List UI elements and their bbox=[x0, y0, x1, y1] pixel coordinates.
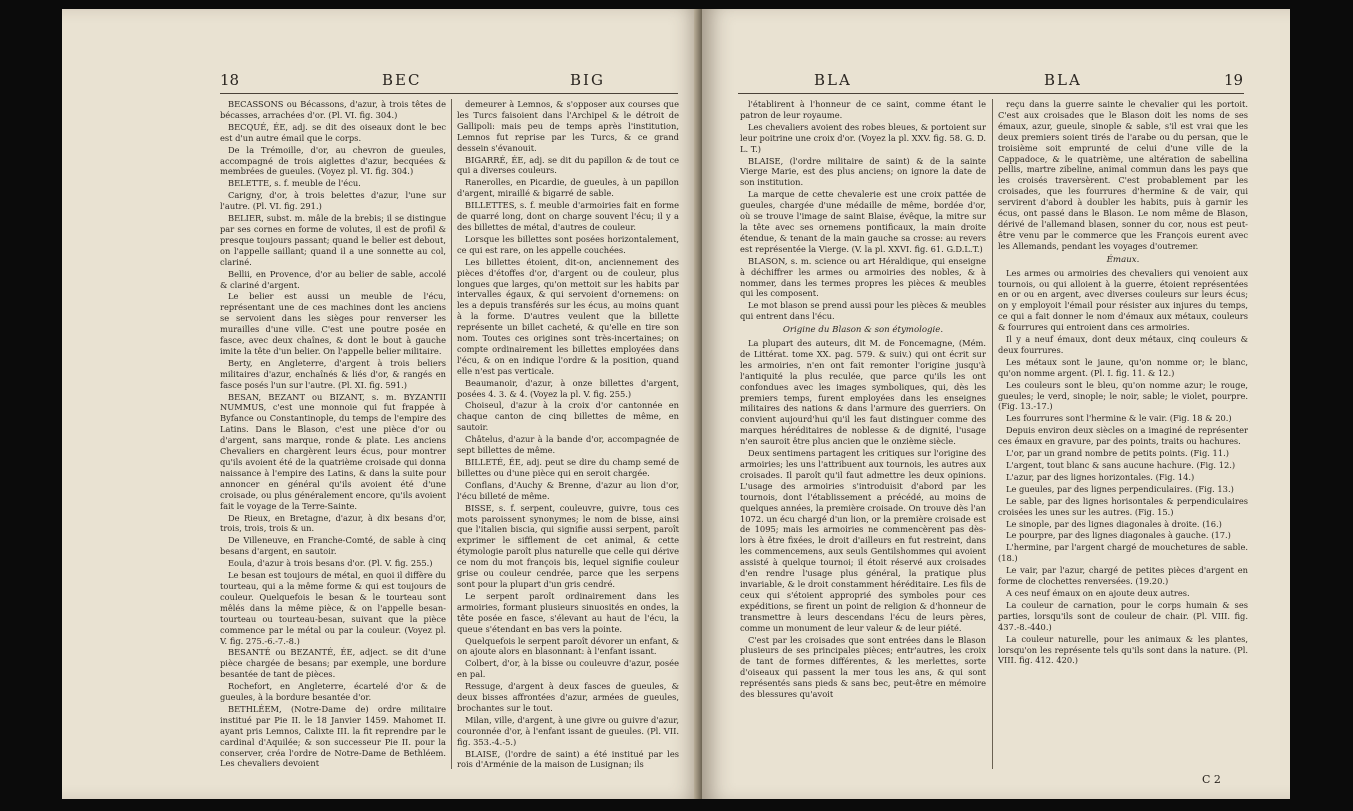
paragraph: Les métaux sont le jaune, qu'on nomme or; le blanc, qu'on nomme argent. (Pl. I. fig. 11. & 12.) bbox=[998, 356, 1248, 378]
paragraph: demeurer à Lemnos, & s'opposer aux courses que les Turcs faisoient dans l'Archipel & le détroit de Gallipoli: mais peu de temps après l'institution, Lemnos fut reprise par les Turcs, & ce grand dessein s'évanouit. bbox=[457, 99, 679, 153]
column-rule bbox=[992, 99, 993, 769]
paragraph: Le sable, par des lignes horisontales & perpendiculaires croisées les unes sur les autres. (Fig. 15.) bbox=[998, 495, 1248, 517]
paragraph: Carigny, d'or, à trois belettes d'azur, l'une sur l'autre. (Pl. VI. fig. 291.) bbox=[220, 190, 446, 212]
paragraph: reçu dans la guerre sainte le chevalier qui les portoit. C'est aux croisades que le Blason doit les noms de ses émaux, azur, gueule, sinople & sable, s'il est vrai que les deux premiers soient tirés de l'arabe ou du persan, que le troisième soit emprunté de celui d'une ville de la Cappadoce, & le quatrième, une altération de sabellina pellis, martre zibeline, animal commun dans les pays que les croisés traversèrent. C'est probablement par les croisades, que les fourrures d'hermine & de vair, qui servirent d'abord à doubler les habits, puis à garnir les écus, ont passé dans le Blason. Le nom même de Blason, dérivé de l'allemand blasen, sonner du cor, nous est peut-être venu par le commerce que les François eurent avec les Allemands, pendant les voyages d'outremer. bbox=[998, 99, 1248, 251]
paragraph: Les armes ou armoiries des chevaliers qui venoient aux tournois, ou qui alloient à la guerre, étoient représentées en or ou en argent, avec diverses couleurs sur leurs écus; on y employoit l'émail pour résister aux injures du temps, ce qui a fait donner le nom d'émaux aux métaux, couleurs & fourrures qui entroient dans ces armoiries. bbox=[998, 267, 1248, 333]
paragraph: Quelquefois le serpent paroît dévorer un enfant, & on ajoute alors en blasonnant: à l'enfant issant. bbox=[457, 635, 679, 657]
paragraph: Châtelus, d'azur à la bande d'or, accompagnée de sept billettes de même. bbox=[457, 434, 679, 456]
paragraph: Les fourrures sont l'hermine & le vair. (Fig. 18 & 20.) bbox=[1006, 413, 1232, 424]
paragraph: La couleur de carnation, pour le corps humain & ses parties, lorsqu'ils sont de couleur de chair. (Pl. VIII. fig. 437.-8.-440.) bbox=[998, 599, 1248, 632]
paragraph: Deux sentimens partagent les critiques sur l'origine des armoiries; les uns l'attribuent aux tournois, les autres aux croisades. Il paroît qu'il faut admettre les deux opinions. L'usage des armoiries s'introduisit d'abord par les tournois, dont l'établissement a précédé, au moins de quelques années, la première croisade. On trouve dès l'an 1072. un écu chargé d'un lion, or la première croisade est de 1095; mais les armoiries ne commencèrent pas dès-lors à être fixées, le droit d'ailleurs en fut restreint, dans les commencemens, aux seuls Gentilshommes qui avoient assisté à quelque tournoi; il étoit réservé aux croisades d'en rendre l'usage plus général, la pratique plus invariable, & le droit constamment héréditaire. Les fils de ceux qui s'étoient approprié des symboles pour ces expéditions, se firent un point de religion & d'honneur de transmettre à leurs descendans l'écu de leurs pères, comme un monument de leur valeur & de leur piété. bbox=[740, 448, 986, 633]
page-number: 19 bbox=[1224, 71, 1244, 89]
paragraph: BIGARRÉ, ÉE, adj. se dit du papillon & de tout ce qui a diverses couleurs. bbox=[457, 154, 679, 176]
header-rule bbox=[738, 93, 1244, 94]
signature-mark: C 2 bbox=[1202, 773, 1221, 786]
left-page bbox=[62, 9, 702, 799]
paragraph: La couleur naturelle, pour les animaux & les plantes, lorsqu'on les représente tels qu'ils sont dans la nature. (Pl. VIII. fig. 412. 420.) bbox=[998, 633, 1248, 666]
paragraph: BLAISE, (l'ordre de saint) a été institué par les rois d'Arménie de la maison de Lusignan; ils bbox=[457, 748, 679, 770]
paragraph: BELIER, subst. m. mâle de la brebis; il se distingue par ses cornes en forme de volutes, il est de profil & presque toujours passant; quand le belier est debout, on l'appelle saillant; quand il a une sonnette au col, clariné. bbox=[220, 213, 446, 267]
paragraph: Depuis environ deux siècles on a imaginé de représenter ces émaux en gravure, par des points, traits ou hachures. bbox=[998, 425, 1248, 447]
paragraph: La marque de cette chevalerie est une croix pattée de gueules, chargée d'une médaille de même, bordée d'or, où se trouve l'image de saint Blaise, évêque, la mitre sur la tête avec ses ornemens pontificaux, la main droite étendue, & tenant de la main gauche sa crosse: au revers est représentée la Vierge. (V. la pl. XXVI. fig. 61. G.D.L.T.) bbox=[740, 189, 986, 254]
paragraph: Le belier est aussi un meuble de l'écu, représentant une de ces machines dont les anciens se servoient dans les sièges pour renverser les murailles d'une ville. C'est une poutre posée en fasce, avec deux chaînes, & dont le bout à gauche imite la tête d'un belier. On l'appelle belier militaire. bbox=[220, 291, 446, 356]
paragraph: BETHLÉEM, (Notre-Dame de) ordre militaire institué par Pie II. le 18 Janvier 1459. Mahomet II. ayant pris Lemnos, Calixte III. la fit reprendre par le cardinal d'Aquilée; & son successeur Pie II. pour la conserver, créa l'ordre de Notre-Dame de Bethléem. Les chevaliers devoient bbox=[220, 703, 446, 769]
paragraph: Choiseul, d'azur à la croix d'or cantonnée en chaque canton de cinq billettes de même, en sautoir. bbox=[457, 400, 679, 433]
paragraph: Milan, ville, d'argent, à une givre ou guivre d'azur, couronnée d'or, à l'enfant issant de gueules. (Pl. VII. fig. 353.-4.-5.) bbox=[457, 714, 679, 747]
paragraph: L'or, par un grand nombre de petits points. (Fig. 11.) bbox=[1006, 448, 1229, 459]
paragraph: BELETTE, s. f. meuble de l'écu. bbox=[228, 178, 361, 189]
paragraph: Rochefort, en Angleterre, écartelé d'or & de gueules, à la bordure besantée d'or. bbox=[220, 681, 446, 703]
paragraph: Ressuge, d'argent à deux fasces de gueules, & deux bisses affrontées d'azur, armées de gueules, brochantes sur le tout. bbox=[457, 681, 679, 713]
paragraph: Les chevaliers avoient des robes bleues, & portoient sur leur poitrine une croix d'or. (Voyez la pl. XXV. fig. 58. G. D. L. T.) bbox=[740, 121, 986, 154]
page-number: 18 bbox=[220, 71, 240, 89]
section-heading: Origine du Blason & son étymologie. bbox=[782, 325, 944, 336]
paragraph: C'est par les croisades que sont entrées dans le Blason plusieurs de ses principales pièces; entr'autres, les croix de tant de formes différentes, & les merlettes, sorte d'oiseaux qui passent la mer tous les ans, & qui sont représentés sans pieds & sans bec, peut-être en mémoire des blessures qu'avoit bbox=[740, 634, 986, 700]
paragraph: Lorsque les billettes sont posées horizontalement, ce qui est rare, on les appelle couchées. bbox=[457, 233, 679, 255]
paragraph: De Rieux, en Bretagne, d'azur, à dix besans d'or, trois, trois, trois & un. bbox=[220, 512, 446, 534]
paragraph: BILLETÉ, ÉE, adj. peut se dire du champ semé de billettes ou d'une pièce qui en seroit chargée. bbox=[457, 457, 679, 478]
paragraph: BECQUÉ, ÉE, adj. se dit des oiseaux dont le bec est d'un autre émail que le corps. bbox=[220, 121, 446, 143]
paragraph: Colbert, d'or, à la bisse ou couleuvre d'azur, posée en pal. bbox=[457, 658, 679, 680]
paragraph: BESAN, BEZANT ou BIZANT, s. m. BYZANTII NUMMUS, c'est une monnoie qui fut frappée à Byfance ou Constantinople, du temps de l'empire des Latins. Dans le Blason, c'est une pièce d'or ou d'argent, sans marque, ronde & plate. Les anciens Chevaliers en chargèrent leurs écus, pour montrer qu'ils avoient été de la quatrième croisade qui donna naissance à l'empire des Latins, & dans la suite pour annoncer en général qu'ils avoient été d'une croisade, ou plus généralement encore, qu'ils avoient fait le voyage de la Terre-Sainte. bbox=[220, 391, 446, 511]
paragraph: Le serpent paroît ordinairement dans les armoiries, formant plusieurs sinuosités en ondes, la tête posée en fasce, s'élevant au haut de l'écu, la queue s'étendant en bas vers la pointe. bbox=[457, 590, 679, 634]
section-heading: Émaux. bbox=[1106, 254, 1140, 265]
paragraph: Conflans, d'Auchy & Brenne, d'azur au lion d'or, l'écu billeté de même. bbox=[457, 479, 679, 501]
paragraph: Le gueules, par des lignes perpendiculaires. (Fig. 13.) bbox=[1006, 483, 1234, 494]
paragraph: BLASON, s. m. science ou art Héraldique, qui enseigne à déchiffrer les armes ou armoiries des nobles, & à nommer, dans les termes propres les pièces & meubles qui les composent. bbox=[740, 255, 986, 299]
running-head: BLA bbox=[814, 71, 852, 89]
paragraph: Beaumanoir, d'azur, à onze billettes d'argent, posées 4. 3. & 4. (Voyez la pl. V. fig. 255.) bbox=[457, 377, 679, 399]
paragraph: BLAISE, (l'ordre militaire de saint) & de la sainte Vierge Marie, est des plus anciens; on ignore la date de son institution. bbox=[740, 155, 986, 188]
paragraph: BESANTÉ ou BEZANTÉ, ÉE, adject. se dit d'une pièce chargée de besans; par exemple, une bordure besantée de tant de pièces. bbox=[220, 647, 446, 680]
header-rule bbox=[220, 93, 678, 94]
text-column-1 bbox=[740, 99, 986, 771]
paragraph: L'hermine, par l'argent chargé de mouchetures de sable. (18.) bbox=[998, 542, 1248, 564]
paragraph: Le pourpre, par des lignes diagonales à gauche. (17.) bbox=[1006, 530, 1231, 541]
right-page bbox=[702, 9, 1290, 799]
paragraph: A ces neuf émaux on en ajoute deux autres. bbox=[1006, 587, 1190, 598]
paragraph: L'argent, tout blanc & sans aucune hachure. (Fig. 12.) bbox=[1006, 460, 1236, 470]
paragraph: Eoula, d'azur à trois besans d'or. (Pl. V. fig. 255.) bbox=[228, 558, 433, 569]
text-column-2 bbox=[998, 99, 1248, 771]
paragraph: Ranerolles, en Picardie, de gueules, à un papillon d'argent, miraillé & bigarré de sable. bbox=[457, 177, 679, 199]
paragraph: Le vair, par l'azur, chargé de petites pièces d'argent en forme de clochettes renversées. (19.20.) bbox=[998, 565, 1248, 587]
text-column-1 bbox=[220, 99, 446, 771]
paragraph: Il y a neuf émaux, dont deux métaux, cinq couleurs & deux fourrures. bbox=[998, 334, 1248, 355]
running-head: BLA bbox=[1044, 71, 1082, 89]
paragraph: l'établirent à l'honneur de ce saint, comme étant le patron de leur royaume. bbox=[740, 99, 986, 120]
running-head: BIG bbox=[570, 71, 605, 89]
paragraph: Le sinople, par des lignes diagonales à droite. (16.) bbox=[1006, 518, 1222, 529]
paragraph: Berty, en Angleterre, d'argent à trois beliers militaires d'azur, enchaînés & liés d'or, & rangés en fasce posés l'un sur l'autre. (Pl. XI. fig. 591.) bbox=[220, 357, 446, 390]
book-spread bbox=[62, 9, 1290, 799]
running-head: BEC bbox=[382, 71, 422, 89]
paragraph: De la Trémoille, d'or, au chevron de gueules, accompagné de trois aiglettes d'azur, becquées & membrées de gueules. (Voyez pl. VI. fig. 304.) bbox=[220, 144, 446, 177]
paragraph: Le mot blason se prend aussi pour les pièces & meubles qui entrent dans l'écu. bbox=[740, 300, 986, 322]
paragraph: BECASSONS ou Bécassons, d'azur, à trois têtes de bécasses, arrachées d'or. (Pl. VI. fig. 304.) bbox=[220, 99, 446, 120]
paragraph: La plupart des auteurs, dit M. de Foncemagne, (Mém. de Littérat. tome XX. pag. 579. & suiv.) qui ont écrit sur les armoiries, n'en ont fait remonter l'origine jusqu'à l'antiquité la plus reculée, que parce qu'ils les ont confondues avec les images symboliques, qui, dès les premiers temps, furent employées dans les enseignes militaires des nations & dans l'armure des guerriers. On convient aujourd'hui qu'il les faut distinguer comme des marques héréditaires de noblesse & de dignité, l'usage n'en sauroit être plus ancien que le onzième siècle. bbox=[740, 338, 986, 447]
paragraph: Les billettes étoient, dit-on, anciennement des pièces d'étoffes d'or, d'argent ou de couleur, plus longues que larges, qu'on mettoit sur les habits par intervalles égaux, & qui servoient d'ornemens: on les a depuis transférés sur les écus, au moins quant à la forme. D'autres veulent que la billette représente un billet cacheté, & qu'elle en tire son nom. Toutes ces origines sont très-incertaines; on compte ordinairement les billettes employées dans l'écu, & on en indique l'ordre & la position, quand elle n'est pas verticale. bbox=[457, 256, 679, 376]
column-rule bbox=[451, 99, 452, 769]
text-column-2 bbox=[457, 99, 679, 771]
paragraph: L'azur, par des lignes horizontales. (Fig. 14.) bbox=[1006, 471, 1195, 482]
paragraph: BISSE, s. f. serpent, couleuvre, guivre, tous ces mots paroissent synonymes; le nom de bisse, ainsi que l'italien biscia, qui signifie aussi serpent, paroît exprimer le sifflement de cet animal, & cette étymologie paroît plus naturelle que celle qui dérive ce nom du mot françois bis, lequel signifie couleur grise ou couleur cendrée, parce que les serpens sont pour la plupart d'un gris cendré. bbox=[457, 502, 679, 589]
paragraph: BILLETTES, s. f. meuble d'armoiries fait en forme de quarré long, dont on charge souvent l'écu; il y a des billettes de métal, d'autres de couleur. bbox=[457, 200, 679, 232]
paragraph: De Villeneuve, en Franche-Comté, de sable à cinq besans d'argent, en sautoir. bbox=[220, 535, 446, 557]
paragraph: Bellii, en Provence, d'or au belier de sable, accolé & clariné d'argent. bbox=[220, 268, 446, 290]
paragraph: Les couleurs sont le bleu, qu'on nomme azur; le rouge, gueules; le verd, sinople; le noir, sable; le violet, pourpre. (Fig. 13.-17.) bbox=[998, 379, 1248, 412]
paragraph: Le besan est toujours de métal, en quoi il diffère du tourteau, qui a la même forme & qui est toujours de couleur. Quelquefois le besan & le tourteau sont mêlés dans la même pièce, & on l'appelle besan-tourteau ou tourteau-besan, suivant que la pièce commence par le métal ou par la couleur. (Voyez pl. V. fig. 275.-6.-7.-8.) bbox=[220, 570, 446, 646]
